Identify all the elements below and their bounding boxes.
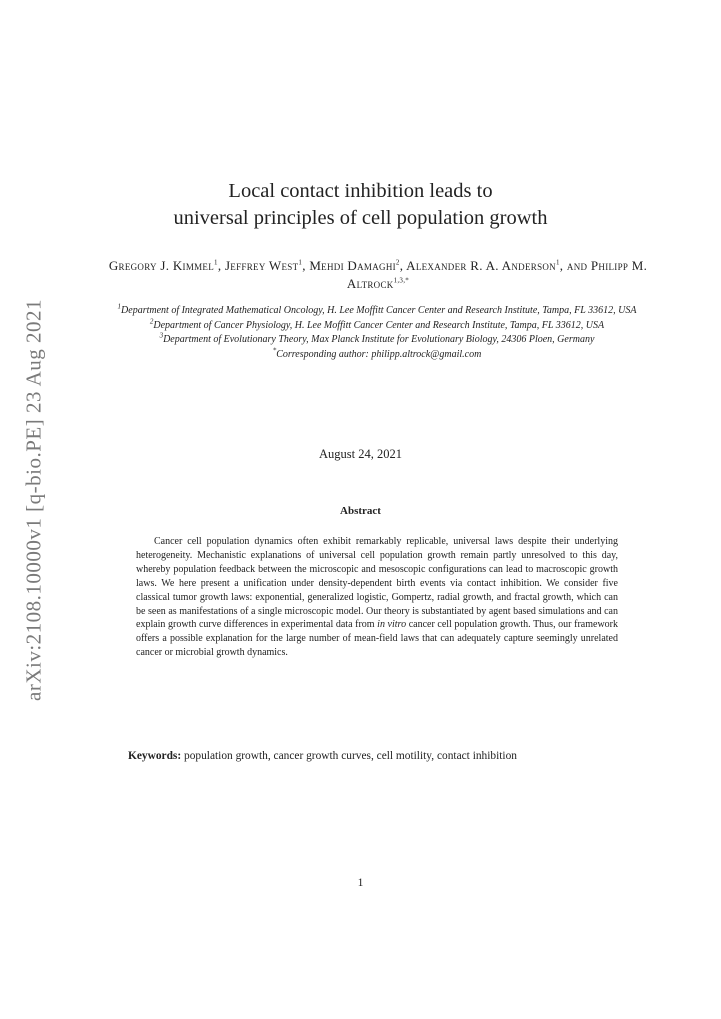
abstract-italic-term: in vitro [377,619,407,631]
affiliation-text: Corresponding author: philipp.altrock@gmail.com [276,348,482,360]
affiliation-sup: 3 [159,331,164,340]
keywords-label: Keywords: [128,750,182,762]
keywords-text: population growth, cancer growth curves, cell motility, contact inhibition [181,750,517,762]
abstract-text-part2: cancer cell population growth. Thus, our framework offers a possible explanation for the large number of mean-field laws that can adequately capture seemingly unrelated cancer or microbial growth dynamics. [136,619,618,659]
abstract-text-part1: Cancer cell population dynamics often exhibit remarkably replicable, universal laws despite their underlying heterogeneity. Mechanistic explanations of universal cell population growth remain partly unresolved to this day, whereby population feedback between the microscopic and mesoscopic configurations can lead to macroscopic growth laws. We here present a unification under density-dependent birth events via contact inhibition. We consider five classical tumor growth laws: exponential, generalized logistic, Gompertz, radial growth, and fractal growth, which can be seen as manifestations of a single microscopic model. Our theory is substantiated by agent based simulations and can explain growth curve differences in experimental data from [136,536,618,631]
title-line-2: universal principles of cell population growth [173,207,548,229]
affiliation-item [104,348,650,363]
affiliation-text: Department of Cancer Physiology, H. Lee Moffitt Cancer Center and Research Institute, Tampa, FL 33612, USA [153,319,605,331]
author-list: Gregory J. Kimmel$^1$, Jeffrey West$^1$, Mehdi Damaghi$^2$, Alexander R. A. Anderson$^1$, and Philipp M. Altrock$^{1,3,*}$ [108,258,648,291]
page-number: 1 [357,877,364,889]
publication-date: August 24, 2021 [319,447,402,461]
abstract-heading: Abstract [340,505,381,517]
author-name: Jeffrey West [224,258,299,273]
author-name: Philipp M. Altrock [346,258,648,291]
author-name: Gregory J. Kimmel [108,258,215,273]
affiliation-sup: 1 [117,302,122,311]
author-affil-sup: 1 [214,258,218,267]
author-name: Alexander R. A. Anderson [406,258,556,273]
abstract-body [136,535,618,660]
title-line-1: Local contact inhibition leads to [228,180,493,202]
affiliation-text: Department of Integrated Mathematical Oncology, H. Lee Moffitt Cancer Center and Research Institute, Tampa, FL 33612, USA [121,305,637,316]
affiliation-item [104,333,650,348]
arxiv-identifier-stamp: arXiv:2108.10000v1 [q-bio.PE] 23 Aug 2021 [21,299,46,701]
paper-title [0,178,721,232]
affiliation-sup: 2 [149,317,154,326]
author-conjunction: and [566,258,588,273]
affiliations [104,304,650,362]
affiliation-sup: * [272,346,277,355]
author-affil-sup: 1 [555,258,560,267]
affiliation-item [104,304,650,319]
author-affil-sup: 2 [395,258,400,267]
author-name: Mehdi Damaghi [309,258,396,273]
author-affil-sup: 1 [298,258,303,267]
affiliation-text: Department of Evolutionary Theory, Max Planck Institute for Evolutionary Biology, 24306 Ploen, Germany [163,334,595,345]
keywords-line [128,750,648,762]
author-affil-sup: 1,3,* [393,276,410,285]
affiliation-item [104,319,650,334]
